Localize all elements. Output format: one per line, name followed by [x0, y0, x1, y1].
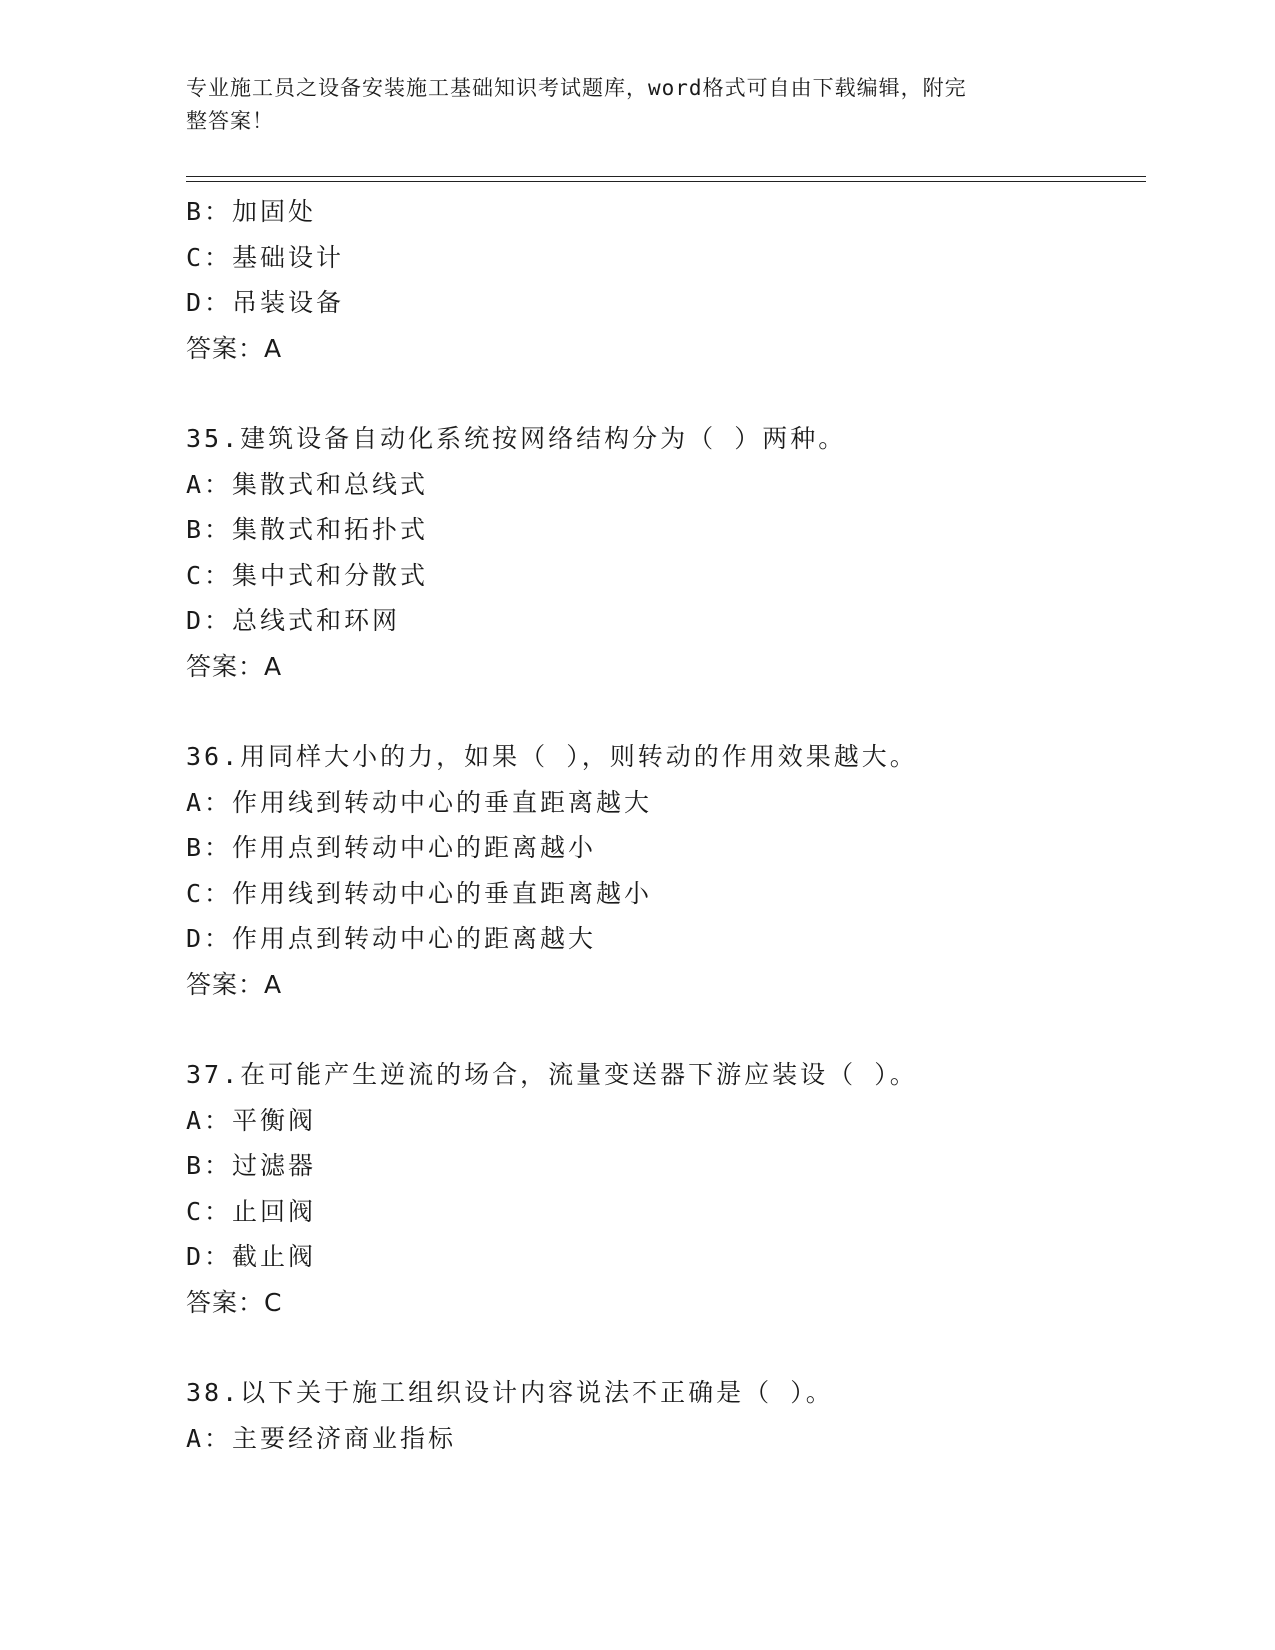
option-b: B：作用点到转动中心的距离越小 — [186, 833, 597, 862]
option-a: A：主要经济商业指标 — [186, 1423, 457, 1453]
option-c: C：集中式和分散式 — [186, 560, 429, 590]
option-a: A：作用线到转动中心的垂直距离越大 — [186, 787, 653, 817]
question-38 — [186, 1370, 1146, 1461]
header-divider-thick — [186, 176, 1146, 177]
option-b: B：集散式和拓扑式 — [186, 515, 429, 544]
header-title-line-1: 专业施工员之设备安装施工基础知识考试题库，word格式可自由下载编辑，附完 — [186, 76, 967, 100]
header-title-line-2: 整答案！ — [186, 109, 274, 133]
question-36 — [186, 734, 1146, 1007]
option-c: C：止回阀 — [186, 1196, 317, 1226]
option-c: C：作用线到转动中心的垂直距离越小 — [186, 878, 653, 908]
question-stem: 38.以下关于施工组织设计内容说法不正确是（ ）。 — [186, 1378, 834, 1407]
question-stem: 37.在可能产生逆流的场合，流量变送器下游应装设（ ）。 — [186, 1060, 918, 1089]
question-stem: 36.用同样大小的力，如果（ ），则转动的作用效果越大。 — [186, 742, 918, 771]
option-b: B：加固处 — [186, 197, 317, 226]
answer-line: 答案：A — [186, 333, 283, 363]
option-d: D：截止阀 — [186, 1242, 317, 1271]
question-37 — [186, 1052, 1146, 1325]
question-35 — [186, 416, 1146, 689]
option-c: C：基础设计 — [186, 242, 345, 272]
option-a: A：集散式和总线式 — [186, 469, 429, 499]
answer-line: 答案：A — [186, 651, 283, 681]
header-divider-thin — [186, 181, 1146, 182]
question-34-continued — [186, 189, 1146, 371]
answer-line: 答案：A — [186, 969, 283, 999]
document-header — [186, 72, 1066, 138]
option-d: D：作用点到转动中心的距离越大 — [186, 924, 597, 953]
option-d: D：吊装设备 — [186, 288, 345, 317]
answer-line: 答案：C — [186, 1287, 283, 1317]
question-list — [186, 189, 1146, 1461]
question-stem: 35.建筑设备自动化系统按网络结构分为（ ）两种。 — [186, 424, 847, 453]
option-a: A：平衡阀 — [186, 1105, 317, 1135]
option-d: D：总线式和环网 — [186, 606, 401, 635]
option-b: B：过滤器 — [186, 1151, 317, 1180]
